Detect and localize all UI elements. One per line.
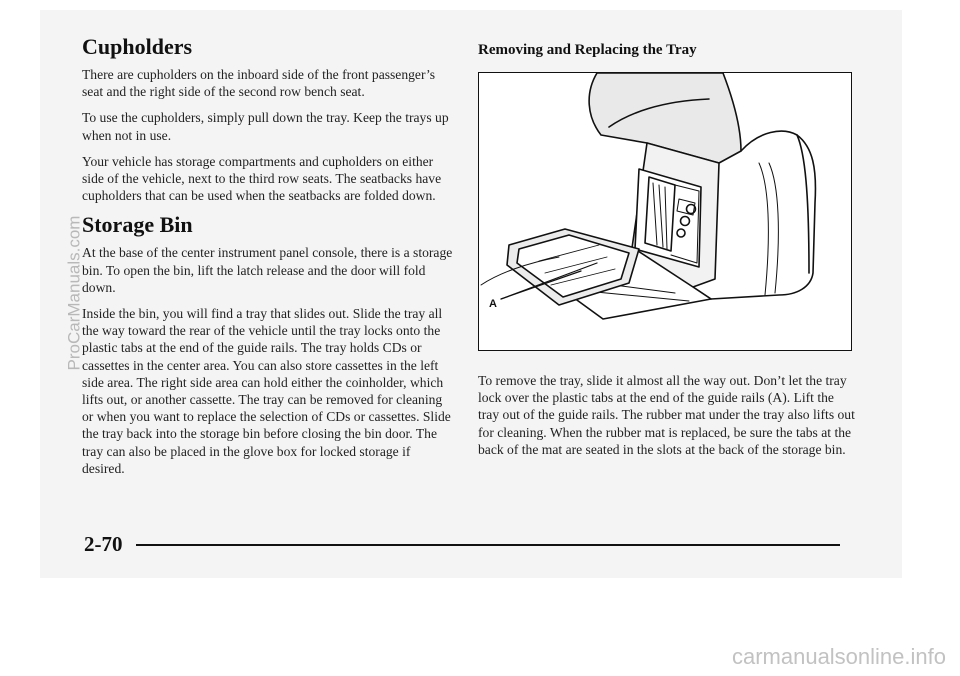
storage-bin-drawing (479, 73, 850, 349)
storage-bin-paragraph-1: At the base of the center instrument panel console, there is a storage bin. To open the bin, lift the latch release and the door will fold down. (82, 245, 453, 295)
cupholders-heading: Cupholders (82, 34, 193, 59)
bottom-watermark: carmanualsonline.info (731, 644, 946, 669)
storage-bin-paragraph-2: Inside the bin, you will find a tray that slides out. Slide the tray all the way toward the rear of the vehicle until the tray locks onto the plastic tabs at the end of the guide rails. The tray holds CDs or cassettes in the center area. You can also store cassettes in the left side area. The right side area can hold either the coinholder, which lifts out, or another cassette. The tray can be removed for cleaning or when you want to replace the selection of CDs or cassettes. Slide the tray back into the storage bin before closing the bin door. The tray can also be placed in the glove box for locked storage if desired. (82, 306, 451, 476)
remove-tray-paragraph: To remove the tray, slide it almost all the way out. Don’t let the tray lock over the plastic tabs at the end of the guide rails (A). Lift the tray out of the guide rails. The rubber mat under the tray also lifts out for cleaning. When the rubber mat is replaced, be sure the tabs at the back of the mat are seated in the slots at the back of the storage bin. (478, 373, 855, 457)
cupholders-paragraph-1: There are cupholders on the inboard side of the front passenger’s seat and the right side of the second row bench seat. (82, 67, 436, 100)
removing-tray-heading: Removing and Replacing the Tray (478, 42, 697, 58)
storage-bin-illustration (478, 72, 852, 351)
footer-rule (136, 544, 840, 546)
right-column-header (478, 40, 854, 60)
figure-callout-a: A (489, 298, 497, 310)
left-column (82, 34, 454, 477)
right-column-body (478, 372, 858, 458)
cupholders-paragraph-2: To use the cupholders, simply pull down the tray. Keep the trays up when not in use. (82, 110, 449, 143)
page-number: 2-70 (84, 532, 123, 556)
cupholders-paragraph-3: Your vehicle has storage compartments and cupholders on either side of the vehicle, next to the third row seats. The seatbacks have cupholders that can be used when the seatbacks are folded down. (82, 153, 442, 204)
vertical-watermark-text: ProCarManuals.com (64, 215, 84, 371)
storage-bin-heading: Storage Bin (82, 212, 193, 238)
vertical-watermark (56, 188, 92, 398)
